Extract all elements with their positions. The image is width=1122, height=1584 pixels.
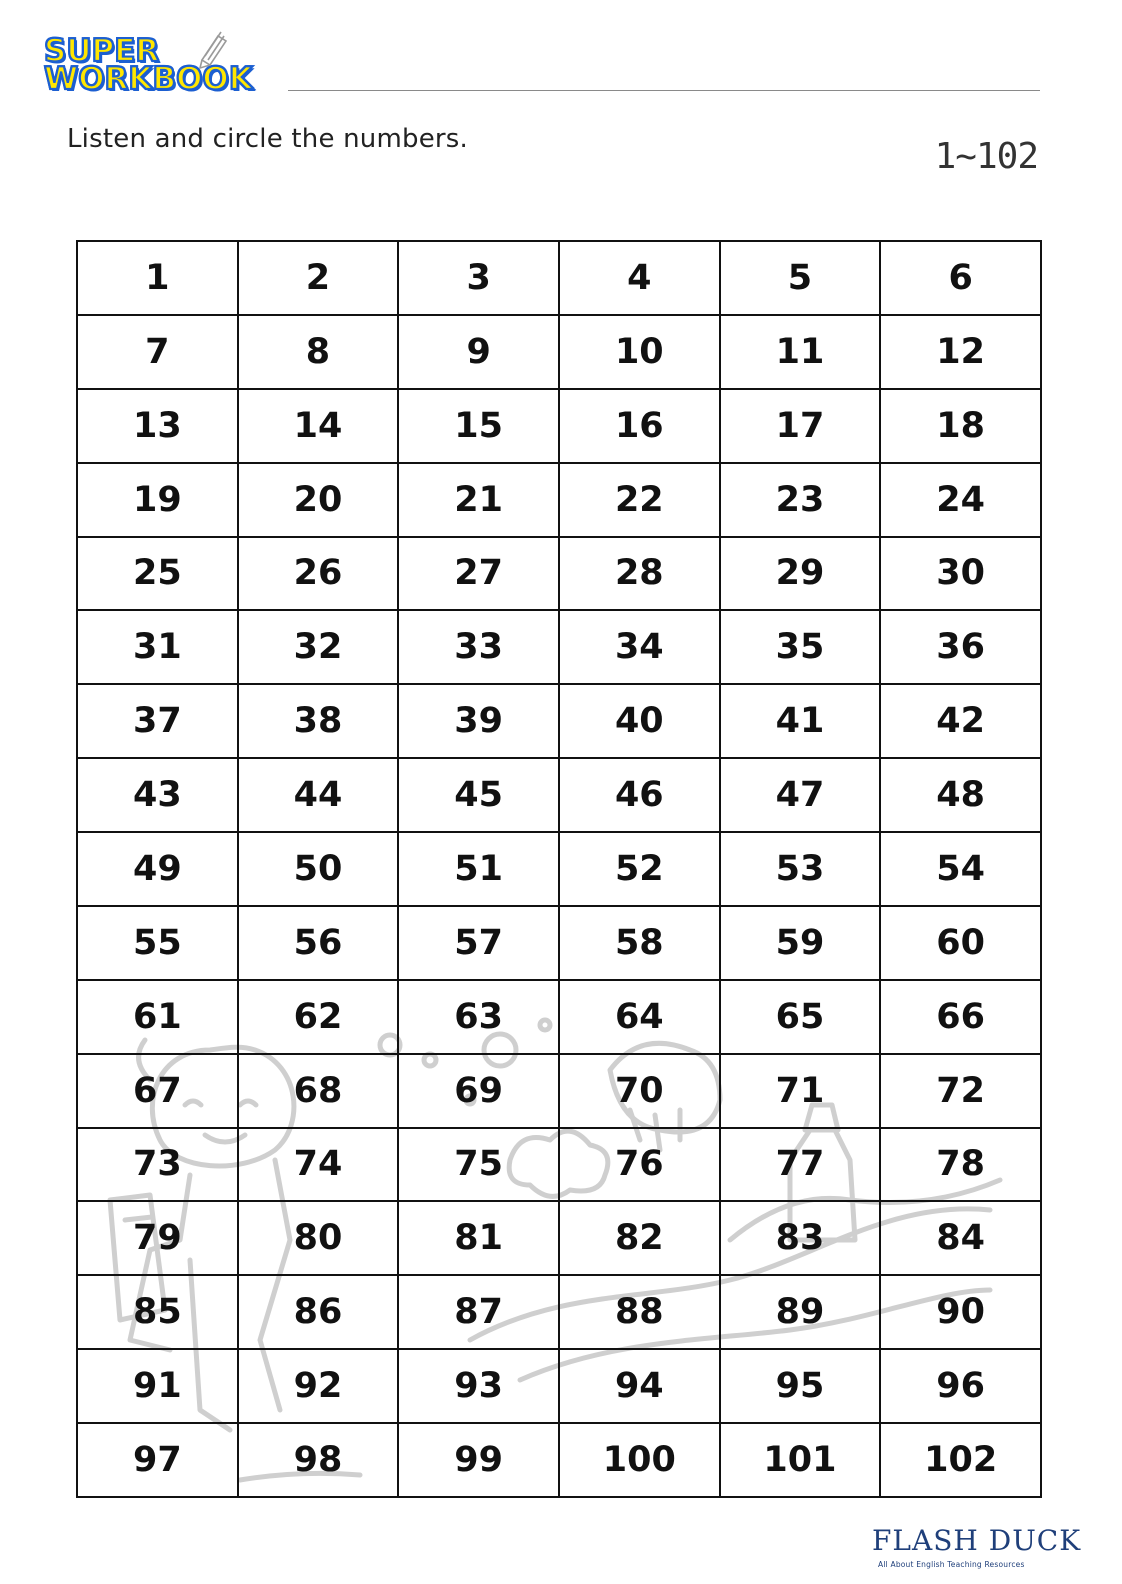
number-grid xyxy=(76,240,1042,1498)
grid-row xyxy=(77,1275,1041,1349)
logo-line-2: WORKBOOK xyxy=(44,61,253,97)
number-cell[interactable]: 8 xyxy=(238,315,399,389)
number-cell[interactable]: 101 xyxy=(720,1423,881,1497)
grid-row xyxy=(77,758,1041,832)
grid-row xyxy=(77,1349,1041,1423)
grid-row xyxy=(77,832,1041,906)
number-cell[interactable]: 57 xyxy=(398,906,559,980)
number-cell[interactable]: 56 xyxy=(238,906,399,980)
number-cell[interactable]: 53 xyxy=(720,832,881,906)
pencil-notebook-icon xyxy=(196,30,232,70)
number-cell[interactable]: 89 xyxy=(720,1275,881,1349)
number-cell[interactable]: 43 xyxy=(77,758,238,832)
number-cell[interactable]: 32 xyxy=(238,610,399,684)
grid-row xyxy=(77,1128,1041,1202)
number-cell[interactable]: 5 xyxy=(720,241,881,315)
grid-row xyxy=(77,684,1041,758)
number-cell[interactable]: 79 xyxy=(77,1201,238,1275)
number-cell[interactable]: 90 xyxy=(880,1275,1041,1349)
grid-row xyxy=(77,241,1041,315)
number-cell[interactable]: 49 xyxy=(77,832,238,906)
number-cell[interactable]: 37 xyxy=(77,684,238,758)
number-cell[interactable]: 91 xyxy=(77,1349,238,1423)
number-cell[interactable]: 64 xyxy=(559,980,720,1054)
number-cell[interactable]: 41 xyxy=(720,684,881,758)
number-cell[interactable]: 92 xyxy=(238,1349,399,1423)
number-cell[interactable]: 55 xyxy=(77,906,238,980)
number-cell[interactable]: 31 xyxy=(77,610,238,684)
grid-row xyxy=(77,315,1041,389)
grid-row xyxy=(77,610,1041,684)
number-cell[interactable]: 87 xyxy=(398,1275,559,1349)
number-cell[interactable]: 17 xyxy=(720,389,881,463)
header-divider xyxy=(288,90,1040,91)
number-cell[interactable]: 13 xyxy=(77,389,238,463)
number-cell[interactable]: 21 xyxy=(398,463,559,537)
number-cell[interactable]: 82 xyxy=(559,1201,720,1275)
number-cell[interactable]: 38 xyxy=(238,684,399,758)
number-cell[interactable]: 22 xyxy=(559,463,720,537)
number-cell[interactable]: 15 xyxy=(398,389,559,463)
logo-line-1: SUPER xyxy=(44,33,160,69)
number-cell[interactable]: 25 xyxy=(77,537,238,611)
grid-row xyxy=(77,906,1041,980)
number-cell[interactable]: 30 xyxy=(880,537,1041,611)
number-cell[interactable]: 2 xyxy=(238,241,399,315)
number-cell[interactable]: 46 xyxy=(559,758,720,832)
grid-row xyxy=(77,463,1041,537)
number-cell[interactable]: 10 xyxy=(559,315,720,389)
number-cell[interactable]: 61 xyxy=(77,980,238,1054)
number-cell[interactable]: 94 xyxy=(559,1349,720,1423)
number-cell[interactable]: 72 xyxy=(880,1054,1041,1128)
grid-row xyxy=(77,537,1041,611)
number-cell[interactable]: 81 xyxy=(398,1201,559,1275)
number-cell[interactable]: 98 xyxy=(238,1423,399,1497)
number-cell[interactable]: 96 xyxy=(880,1349,1041,1423)
number-cell[interactable]: 65 xyxy=(720,980,881,1054)
number-cell[interactable]: 27 xyxy=(398,537,559,611)
number-cell[interactable]: 88 xyxy=(559,1275,720,1349)
number-cell[interactable]: 77 xyxy=(720,1128,881,1202)
number-cell[interactable]: 76 xyxy=(559,1128,720,1202)
number-cell[interactable]: 73 xyxy=(77,1128,238,1202)
number-cell[interactable]: 93 xyxy=(398,1349,559,1423)
number-cell[interactable]: 58 xyxy=(559,906,720,980)
number-cell[interactable]: 78 xyxy=(880,1128,1041,1202)
number-range-label: 1~102 xyxy=(934,136,1038,177)
grid-row xyxy=(77,1054,1041,1128)
number-cell[interactable]: 80 xyxy=(238,1201,399,1275)
super-workbook-logo xyxy=(44,34,284,104)
number-cell[interactable]: 29 xyxy=(720,537,881,611)
number-cell[interactable]: 4 xyxy=(559,241,720,315)
number-cell[interactable]: 47 xyxy=(720,758,881,832)
number-cell[interactable]: 67 xyxy=(77,1054,238,1128)
footer-brand: FLASH DUCK xyxy=(872,1524,1082,1557)
number-cell[interactable]: 45 xyxy=(398,758,559,832)
number-cell[interactable]: 39 xyxy=(398,684,559,758)
number-cell[interactable]: 74 xyxy=(238,1128,399,1202)
number-cell[interactable]: 99 xyxy=(398,1423,559,1497)
number-cell[interactable]: 23 xyxy=(720,463,881,537)
number-cell[interactable]: 83 xyxy=(720,1201,881,1275)
number-cell[interactable]: 7 xyxy=(77,315,238,389)
number-cell[interactable]: 100 xyxy=(559,1423,720,1497)
number-cell[interactable]: 66 xyxy=(880,980,1041,1054)
number-cell[interactable]: 35 xyxy=(720,610,881,684)
number-cell[interactable]: 9 xyxy=(398,315,559,389)
number-cell[interactable]: 52 xyxy=(559,832,720,906)
number-cell[interactable]: 75 xyxy=(398,1128,559,1202)
number-cell[interactable]: 60 xyxy=(880,906,1041,980)
number-cell[interactable]: 33 xyxy=(398,610,559,684)
number-cell[interactable]: 20 xyxy=(238,463,399,537)
number-cell[interactable]: 95 xyxy=(720,1349,881,1423)
number-cell[interactable]: 54 xyxy=(880,832,1041,906)
number-cell[interactable]: 84 xyxy=(880,1201,1041,1275)
number-cell[interactable]: 63 xyxy=(398,980,559,1054)
grid-row xyxy=(77,1423,1041,1497)
number-cell[interactable]: 12 xyxy=(880,315,1041,389)
number-cell[interactable]: 97 xyxy=(77,1423,238,1497)
grid-row xyxy=(77,980,1041,1054)
number-cell[interactable]: 24 xyxy=(880,463,1041,537)
number-grid-body xyxy=(77,241,1041,1497)
number-cell[interactable]: 70 xyxy=(559,1054,720,1128)
number-cell[interactable]: 1 xyxy=(77,241,238,315)
footer-tagline: All About English Teaching Resources xyxy=(878,1560,1025,1569)
number-cell[interactable]: 69 xyxy=(398,1054,559,1128)
number-cell[interactable]: 59 xyxy=(720,906,881,980)
number-cell[interactable]: 26 xyxy=(238,537,399,611)
number-cell[interactable]: 16 xyxy=(559,389,720,463)
number-cell[interactable]: 68 xyxy=(238,1054,399,1128)
number-cell[interactable]: 102 xyxy=(880,1423,1041,1497)
number-cell[interactable]: 6 xyxy=(880,241,1041,315)
instruction-text: Listen and circle the numbers. xyxy=(67,124,469,154)
number-cell[interactable]: 51 xyxy=(398,832,559,906)
number-cell[interactable]: 14 xyxy=(238,389,399,463)
number-cell[interactable]: 42 xyxy=(880,684,1041,758)
number-cell[interactable]: 11 xyxy=(720,315,881,389)
number-cell[interactable]: 34 xyxy=(559,610,720,684)
flash-duck-logo xyxy=(872,1524,1082,1574)
grid-row xyxy=(77,389,1041,463)
number-cell[interactable]: 85 xyxy=(77,1275,238,1349)
number-cell[interactable]: 62 xyxy=(238,980,399,1054)
number-cell[interactable]: 18 xyxy=(880,389,1041,463)
number-cell[interactable]: 50 xyxy=(238,832,399,906)
number-cell[interactable]: 40 xyxy=(559,684,720,758)
number-cell[interactable]: 44 xyxy=(238,758,399,832)
number-cell[interactable]: 86 xyxy=(238,1275,399,1349)
number-cell[interactable]: 71 xyxy=(720,1054,881,1128)
number-cell[interactable]: 48 xyxy=(880,758,1041,832)
number-cell[interactable]: 28 xyxy=(559,537,720,611)
number-cell[interactable]: 3 xyxy=(398,241,559,315)
number-cell[interactable]: 36 xyxy=(880,610,1041,684)
grid-row xyxy=(77,1201,1041,1275)
number-cell[interactable]: 19 xyxy=(77,463,238,537)
